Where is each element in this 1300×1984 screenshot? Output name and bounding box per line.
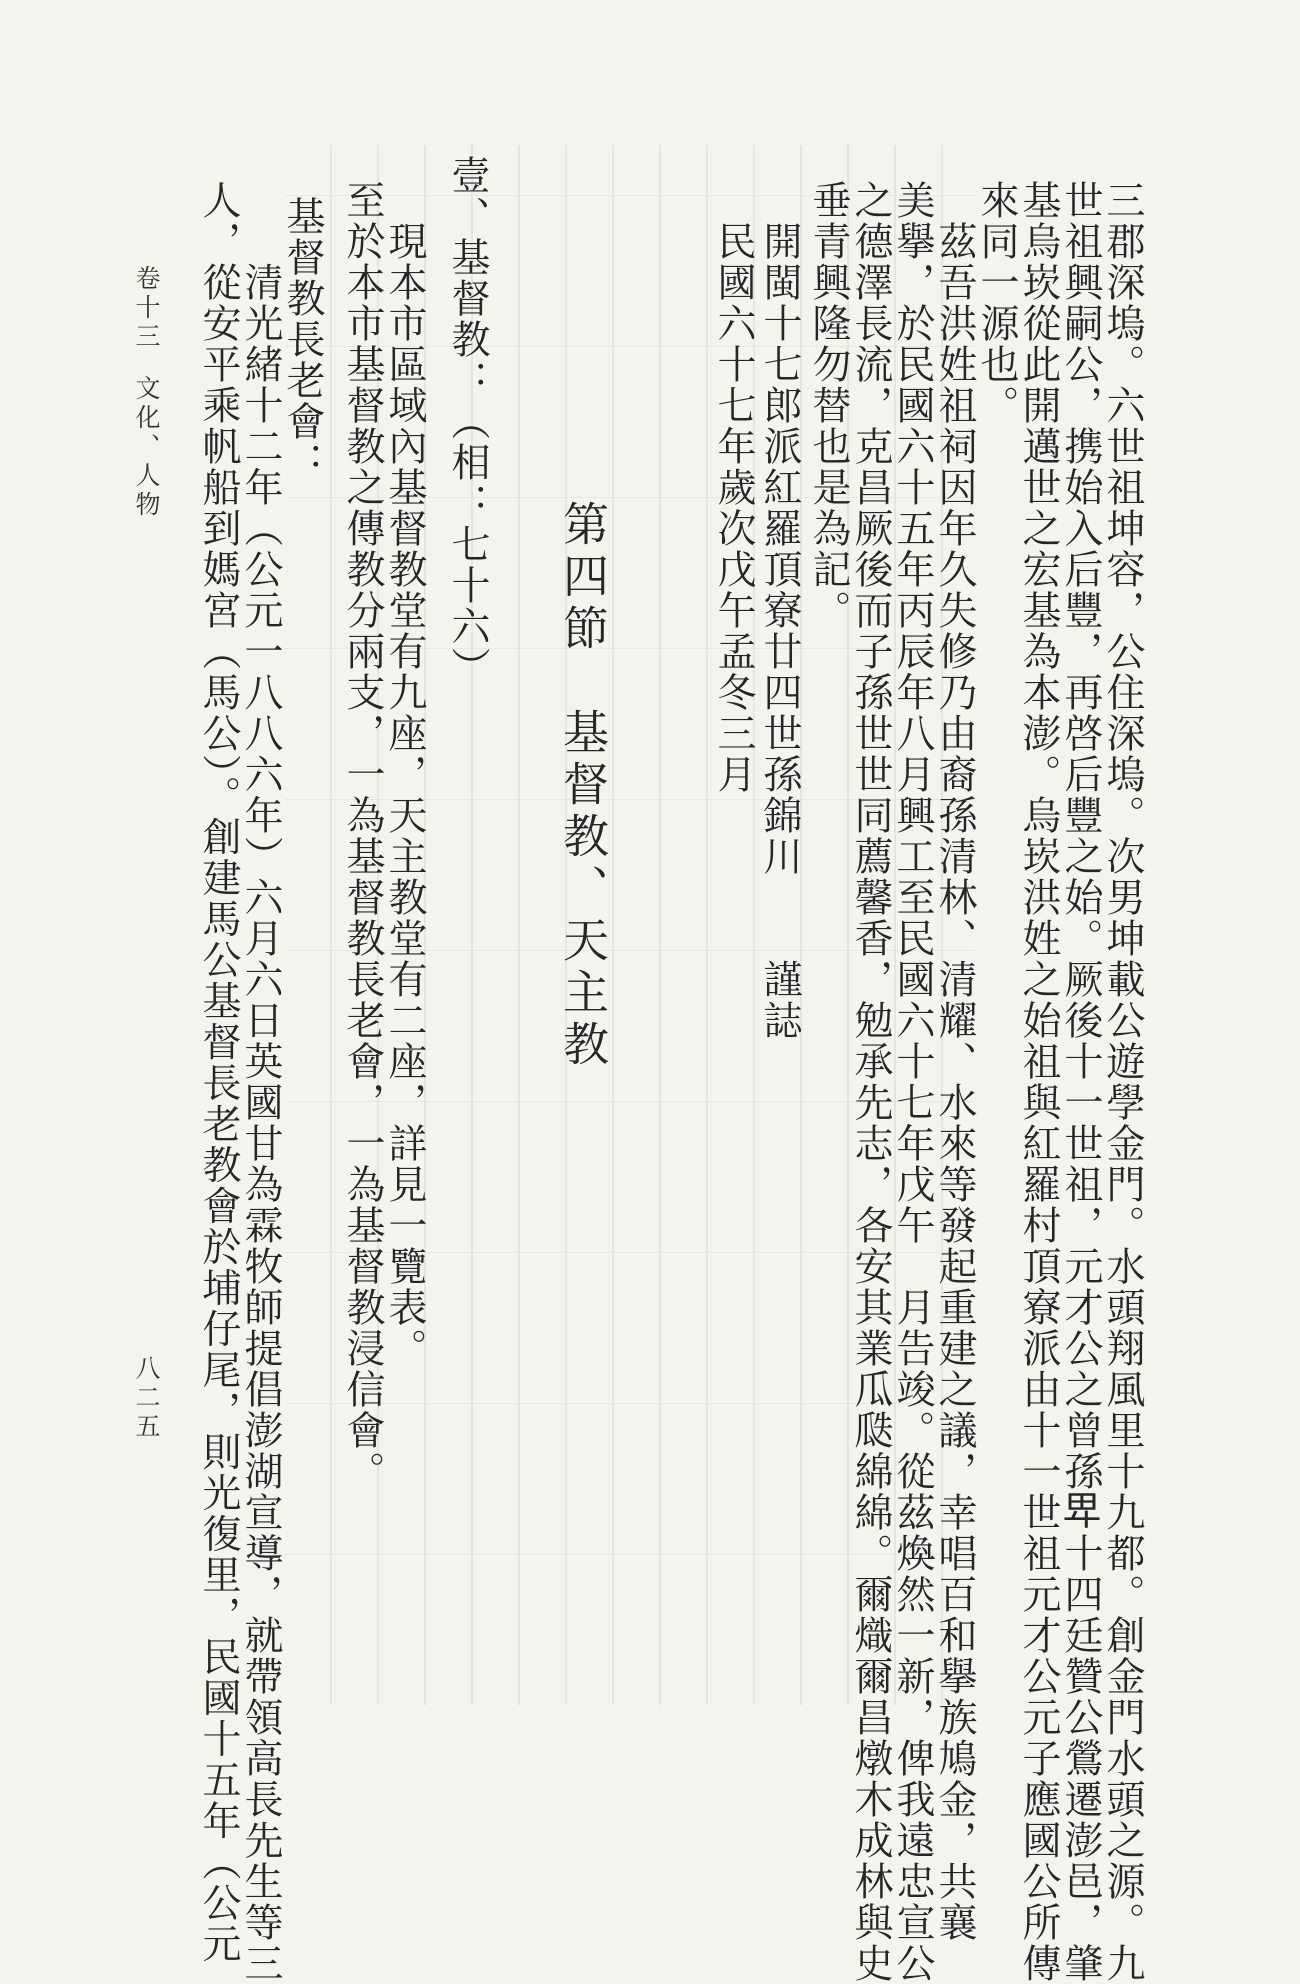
section-heading: 第四節 基督教、天主教	[556, 500, 610, 1072]
volume-label: 卷十三	[132, 265, 161, 352]
section-label: 文化、人物	[132, 375, 161, 520]
subsection-column-4: 清光緒十二年（公元一八八六年）六月六日英國甘為霖牧師提倡澎湖宣導，就帶領高長先生等三	[238, 180, 283, 1984]
text-column-4: 來同一源也。	[974, 180, 1019, 426]
text-column-3: 基烏崁從此開邁世之宏基為本澎。烏崁洪姓之始祖與紅羅村頂寮派由十一世祖元才公元子應國公所傳	[1016, 180, 1061, 1984]
text-column-6: 美擧，於民國六十五年丙辰年八月興工至民國六十七年戊午 月告竣。從茲煥然一新，俾我遠忠宣公	[890, 180, 935, 1984]
subsection-column-1: 現本市區域內基督教堂有九座，天主教堂有二座，詳見一覽表。	[382, 180, 427, 1369]
subsection-note: （相：七十六）	[445, 401, 490, 688]
text-column-1: 三郡深塢。六世祖坤容，公住深塢。次男坤載公遊學金門。水頭翔風里十九都。創金門水頭之源。九	[1100, 180, 1145, 1984]
subsection-column-3: 基督教長老會：	[280, 155, 325, 483]
text-column-7: 之德澤長流，克昌厥後而子孫世世同薦馨香，勉承先志，各安其業瓜瓞綿綿。爾熾爾昌燉木成林與史	[848, 180, 893, 1984]
text-column-5: 茲吾洪姓祖祠因年久失修乃由裔孫清林、清耀、水來等發起重建之議，幸唱百和擧族鳩金，共襄	[932, 180, 977, 1943]
subsection-column-5: 人，從安平乘帆船到媽宮（馬公）。創建馬公基督長老教會於埔仔尾，則光復里，民國十五年（公元	[196, 180, 241, 1965]
date-line: 民國六十七年歲次戊午孟冬三月	[711, 180, 756, 795]
subsection-column-2: 至於本市基督教之傳教分兩支，一為基督教長老會，一為基督教浸信會。	[340, 180, 385, 1492]
subsection-title-text: 壹、基督教：	[445, 155, 490, 401]
text-column-2: 世祖興嗣公，携始入后豐，再啓后豐之始。厥後十一世祖，元才公之曾孫𤰞十四廷贊公鶯遷澎邑，肇	[1058, 180, 1103, 1984]
signature-line: 開閩十七郎派紅羅頂寮廿四世孫錦川 謹誌	[757, 180, 802, 1041]
subsection-title	[445, 155, 490, 688]
text-column-8: 垂青興隆勿替也是為記。	[806, 180, 851, 631]
page-number: 八二五	[132, 1355, 161, 1442]
